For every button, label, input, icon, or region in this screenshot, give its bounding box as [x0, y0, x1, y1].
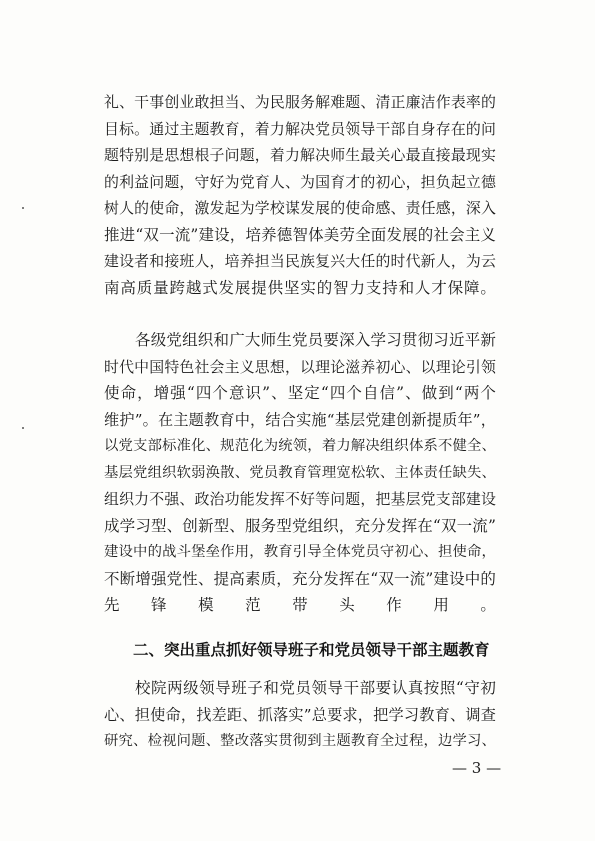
paragraph-leadership [104, 675, 496, 755]
text-line: 树人的使命，激发起为学校谋发展的使命感、责任感，深入 [104, 199, 496, 217]
text-line: 不断增强党性、提高素质，充分发挥在“双一流”建设中的 [104, 569, 496, 588]
paragraph-continued [104, 89, 496, 301]
text-line: 的利益问题，守好为党育人、为国育才的初心，担负起立德 [104, 172, 496, 191]
text-line: 时代中国特色社会主义思想，以理论滋养初心、以理论引领 [104, 357, 496, 376]
text-line: 心、担使命，找差距、抓落实”总要求，把学习教育、调查 [104, 705, 496, 724]
text-line: 先锋模范带头作用。 [104, 596, 496, 614]
text-line: 校院两级领导班子和党员领导干部要认真按照“守初 [135, 679, 496, 697]
text-line: 以党支部标准化、规范化为统领，着力解决组织体系不健全、 [104, 438, 496, 454]
text-line: 建设者和接班人，培养担当民族复兴大任的时代新人，为云 [104, 252, 496, 270]
text-line: 礼、干事创业敢担当、为民服务解难题、清正廉洁作表率的 [104, 93, 496, 111]
scan-speck [22, 427, 24, 429]
section-heading: 二、突出重点抓好领导班子和党员领导干部主题教育 [133, 641, 490, 659]
text-line: 成学习型、创新型、服务型党组织，充分发挥在“双一流” [104, 516, 496, 535]
text-line: 基层党组织软弱涣散、党员教育管理宽松软、主体责任缺失、 [104, 464, 496, 481]
text-line: 建设中的战斗堡垒作用，教育引导全体党员守初心、担使命， [104, 544, 496, 560]
text-line: 研究、检视问题、整改落实贯彻到主题教育全过程，边学习、 [104, 733, 496, 749]
text-line: 组织力不强、政治功能发挥不好等问题，把基层党支部建设 [104, 490, 496, 508]
text-line: 维护”。在主题教育中，结合实施“基层党建创新提质年”， [104, 410, 496, 429]
page-number: — 3 — [452, 759, 502, 777]
text-line: 各级党组织和广大师生党员要深入学习贯彻习近平新 [135, 331, 496, 349]
text-line: 南高质量跨越式发展提供坚实的智力支持和人才保障。 [104, 278, 496, 297]
text-line: 使命，增强“四个意识”、坚定“四个自信”、做到“两个 [104, 384, 496, 402]
scan-speck [22, 207, 24, 209]
text-line: 目标。通过主题教育，着力解决党员领导干部自身存在的问 [104, 119, 496, 138]
paragraph-party-organizations [104, 327, 496, 619]
text-line: 推进“双一流”建设，培养德智体美劳全面发展的社会主义 [104, 225, 496, 244]
text-line: 题特别是思想根子问题，着力解决师生最关心最直接最现实 [104, 146, 496, 164]
